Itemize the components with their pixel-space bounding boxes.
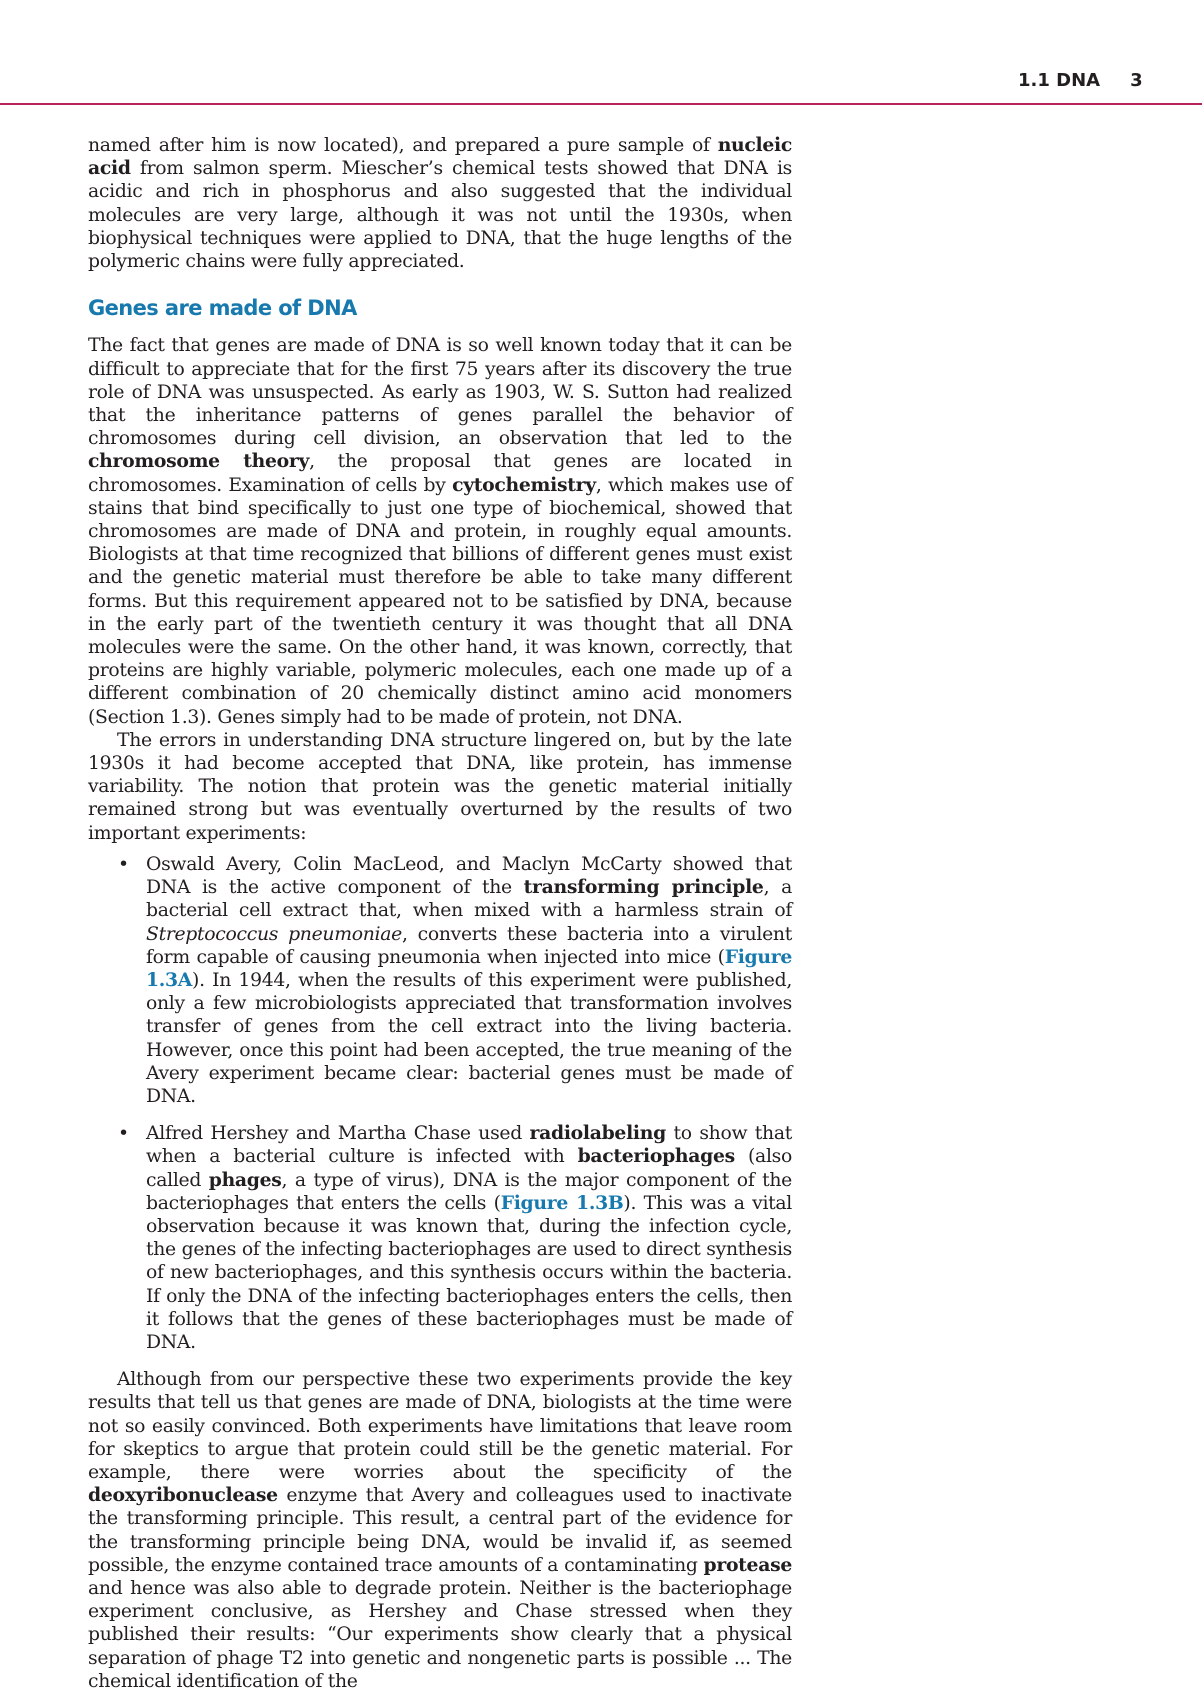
text-span: , a type of virus), DNA is the major component of the bacteriophages that enters the cells ( [146, 1169, 792, 1214]
species-name: Streptococcus pneumoniae [146, 923, 402, 945]
paragraph-intro [88, 134, 792, 273]
key-term: transforming principle [523, 876, 764, 899]
text-span: The fact that genes are made of DNA is so well known today that it can be difficult to appreciate that for the first 75 years after its discovery the true role of DNA was unsuspected. As early as 1903, W. S. Sutton had realized that the inheritance patterns of genes parallel the behavior of chromosomes during cell division, an observation that led to the [88, 335, 792, 450]
text-span: (also called [146, 1146, 792, 1191]
key-term: phages [208, 1168, 282, 1191]
text-span: , the proposal that genes are located in chromosomes. Examination of cells by [88, 451, 792, 496]
key-term: radiolabeling [529, 1122, 666, 1145]
running-head [1018, 70, 1143, 91]
header-rule [0, 103, 1202, 105]
text-span: Although from our perspective these two experiments provide the key results that tell us that genes are made of DNA, biologists at the time were not so easily convinced. Both experiments have limitations that leave room for skeptics to argue that protein could still be the genetic material. For example, there were worries about the specificity of the [88, 1369, 792, 1483]
text-span: ). In 1944, when the results of this experiment were published, only a few microbiologists appreciated that transformation involves transfer of genes from the cell extract into the living bacteria. However, once this point had been accepted, the true meaning of the Avery experiment became clear: bacterial genes must be made of DNA. [146, 969, 792, 1107]
figure-link[interactable]: Figure 1.3A [146, 945, 792, 991]
key-term: nucleic acid [88, 134, 792, 180]
text-span: , which makes use of stains that bind specifically to just one type of biochemical, showed that chromosomes are made of DNA and protein, in roughly equal amounts. Biologists at that time recognized that billions of different genes must exist and the genetic material must therefore be able to take many different forms. But this requirement appeared not to be satisfied by DNA, because in the early part of the twentieth century it was thought that all DNA molecules were the same. On the other hand, it was known, correctly, that proteins are highly variable, polymeric molecules, each one made up of a different combination of 20 chemically distinct amino acid monomers (Section 1.3). Genes simply had to be made of protein, not DNA. [88, 474, 792, 728]
experiment-list [88, 853, 792, 1354]
key-term: bacteriophages [577, 1145, 735, 1168]
text-span: Oswald Avery, Colin MacLeod, and Maclyn McCarty showed that DNA is the active component of the [146, 853, 792, 899]
section-heading: Genes are made of DNA [88, 296, 357, 321]
section-label: 1.1 DNA [1018, 70, 1101, 91]
key-term: deoxyribonuclease [88, 1484, 278, 1507]
text-span: , a bacterial cell extract that, when mixed with a harmless strain of [146, 877, 792, 922]
text-span: and hence was also able to degrade protein. Neither is the bacteriophage experiment conclusive, as Hershey and Chase stressed when they published their results: “Our experiments show clearly that a physical separation of phage T2 into genetic and nongenetic parts is possible ... The chemical identification of the [88, 1577, 792, 1692]
key-term: chromosome theory [88, 450, 310, 473]
text-span: Alfred Hershey and Martha Chase used [146, 1123, 530, 1145]
text-span: named after him is now located), and prepared a pure sample of [88, 135, 718, 156]
figure-link[interactable]: Figure 1.3B [500, 1191, 624, 1214]
text-span: , converts these bacteria into a virulent form capable of causing pneumonia when injected into mice ( [146, 923, 792, 968]
page-number: 3 [1130, 70, 1143, 91]
list-item [146, 1122, 792, 1354]
text-span: enzyme that Avery and colleagues used to inactivate the transforming principle. This result, a central part of the evidence for the transforming principle being DNA, would be invalid if, as seemed possible, the enzyme contained trace amounts of a contaminating [88, 1485, 792, 1576]
text-span: to show that when a bacterial culture is infected with [146, 1123, 793, 1168]
paragraph-1 [88, 334, 792, 728]
key-term: protease [703, 1553, 792, 1576]
text-span: from salmon sperm. Miescher’s chemical tests showed that DNA is acidic and rich in phosphorus and also suggested that the individual molecules are very large, although it was not until the 1930s, when biophysical techniques were applied to DNA, that the huge lengths of the polymeric chains were fully appreciated. [88, 158, 792, 273]
key-term: cytochemistry [452, 473, 596, 496]
list-item [146, 853, 792, 1108]
paragraph-2: The errors in understanding DNA structure lingered on, but by the late 1930s it had become accepted that DNA, like protein, has immense variability. The notion that protein was the genetic material initially remained strong but was eventually overturned by the results of two important experiments: [88, 729, 792, 844]
text-span: ). This was a vital observation because it was known that, during the infection cycle, the genes of the infecting bacteriophages are used to direct synthesis of new bacteriophages, and this synthesis occurs within the bacteria. If only the DNA of the infecting bacteriophages enters the cells, then it follows that the genes of these bacteriophages must be made of DNA. [146, 1192, 793, 1353]
paragraph-3 [88, 1368, 792, 1693]
body-text [88, 134, 792, 1693]
